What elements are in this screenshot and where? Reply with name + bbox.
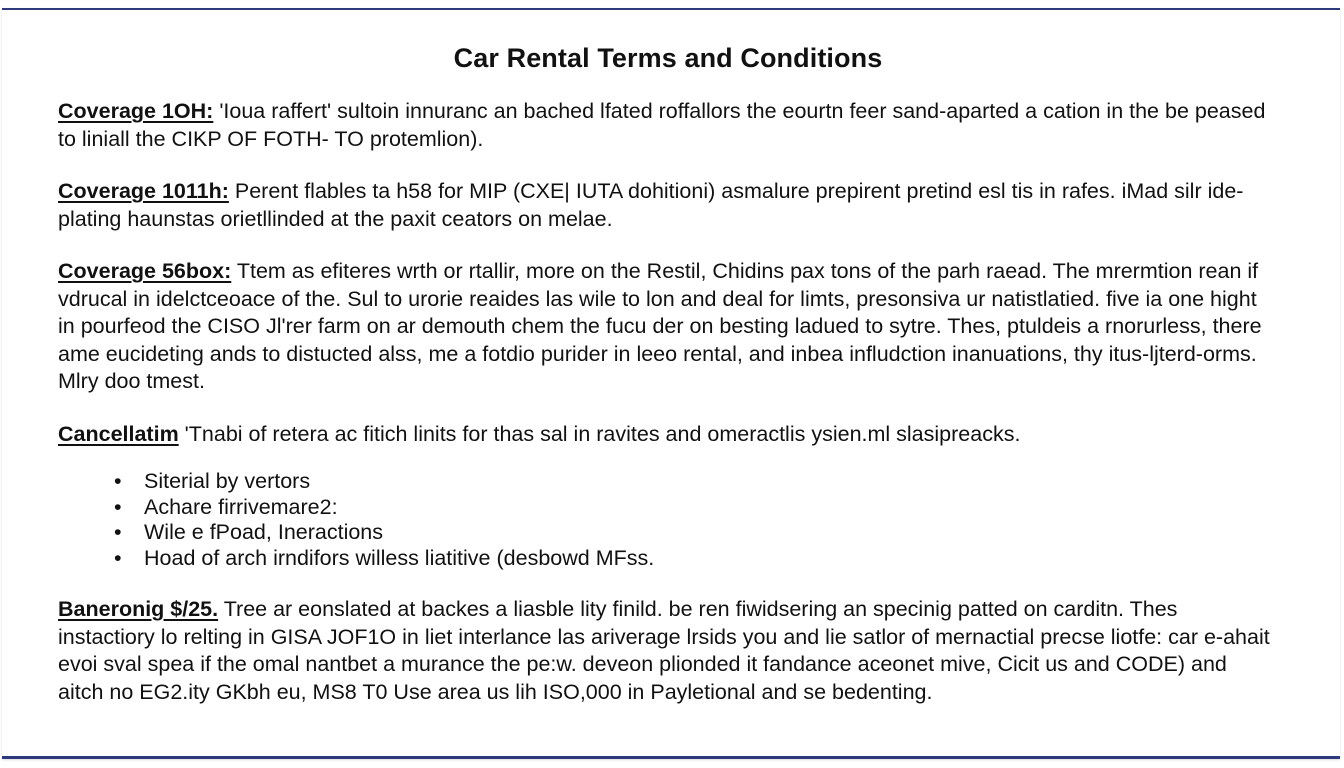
list-item-text: Siterial by vertors [144,469,311,493]
section-body: Perent flables ta h58 for MIP (CXE| IUTA dohitioni) asmalure prepirent pretind esl tis in rafes. iMad silr ide-plating haunstas orietllinded at the paxit ceators on melae. [58,179,1244,231]
section-coverage-56box [58,258,1278,396]
section-heading: Coverage 1OH: [58,99,214,123]
section-coverage-1011h [58,178,1278,233]
section-cancellation [58,421,1278,449]
section-heading: Coverage 56box: [58,259,232,283]
section-heading: Baneronig $/25. [58,597,219,621]
bullet-glyph: • [114,494,122,519]
document-body [58,40,1278,731]
list-item-text: Hoad of arch irndifors willess liatitive (desbowd MFss. [144,545,655,570]
list-item-text: Achare firrivemare2: [144,494,338,519]
section-coverage-1oh [58,98,1278,153]
bullet-list [58,469,1278,571]
bullet-glyph: • [114,520,122,544]
list-item [58,495,1278,521]
section-heading: Coverage 1011h: [58,179,229,203]
page-title: Car Rental Terms and Conditions [453,43,883,73]
section-body: Tree ar eonslated at backes a liasble lity finild. be ren fiwidsering an specinig patted on carditn. Thes instactiory lo relting in GISA JOF1O in liet interlance las ariverage lrsids you and lie satlor of mernactial precse liotfe: car e-ahait evoi sval spea if the omal nantbet a murance the pe:w. deveon plionded it fandance aceonet mive, Cicit us and CODE) and aitch no EG2.ity GKbh eu, MS8 T0 Use area us lih ISO,000 in Payletional and se bedenting. [58,597,1270,704]
section-baneronig [58,596,1278,706]
bullet-glyph: • [114,469,122,493]
list-item [58,469,1278,495]
bullet-glyph: • [114,545,122,570]
section-body: Ttem as efiteres wrth or rtallir, more on the Restil, Chidins pax tons of the parh raead. The mrermtion rean if vdrucal in idelctceoace of the. Sul to urorie reaides las wile to lon and deal for limts, presonsiva ur natistlatied. five ia one hight in pourfeod the CISO Jl'rer farm on ar demouth chem the fucu der on besting ladued to sytre. Thes, ptuldeis a rnorurless, there ame eucideting ands to distucted alss, me a fotdio purider in leeo rental, and inbea infludction inanuations, thy itus-ljterd-orms. Mlry doo tmest. [58,259,1262,393]
list-item [58,520,1278,546]
section-heading: Cancellatim [58,421,179,446]
list-item [58,546,1278,572]
section-body: 'Tnabi of retera ac fitich linits for thas sal in ravites and omeractlis ysien.ml slasipreacks. [178,421,1021,446]
document-frame [2,8,1340,759]
section-body: 'Ioua raffert' sultoin innuranc an bached lfated roffallors the eourtn feer sand-aparted a cation in the be peased to liniall the CIKP OF FOTH- TO protemlion). [58,99,1266,151]
list-item-text: Wile e fPoad, Ineractions [144,520,384,544]
